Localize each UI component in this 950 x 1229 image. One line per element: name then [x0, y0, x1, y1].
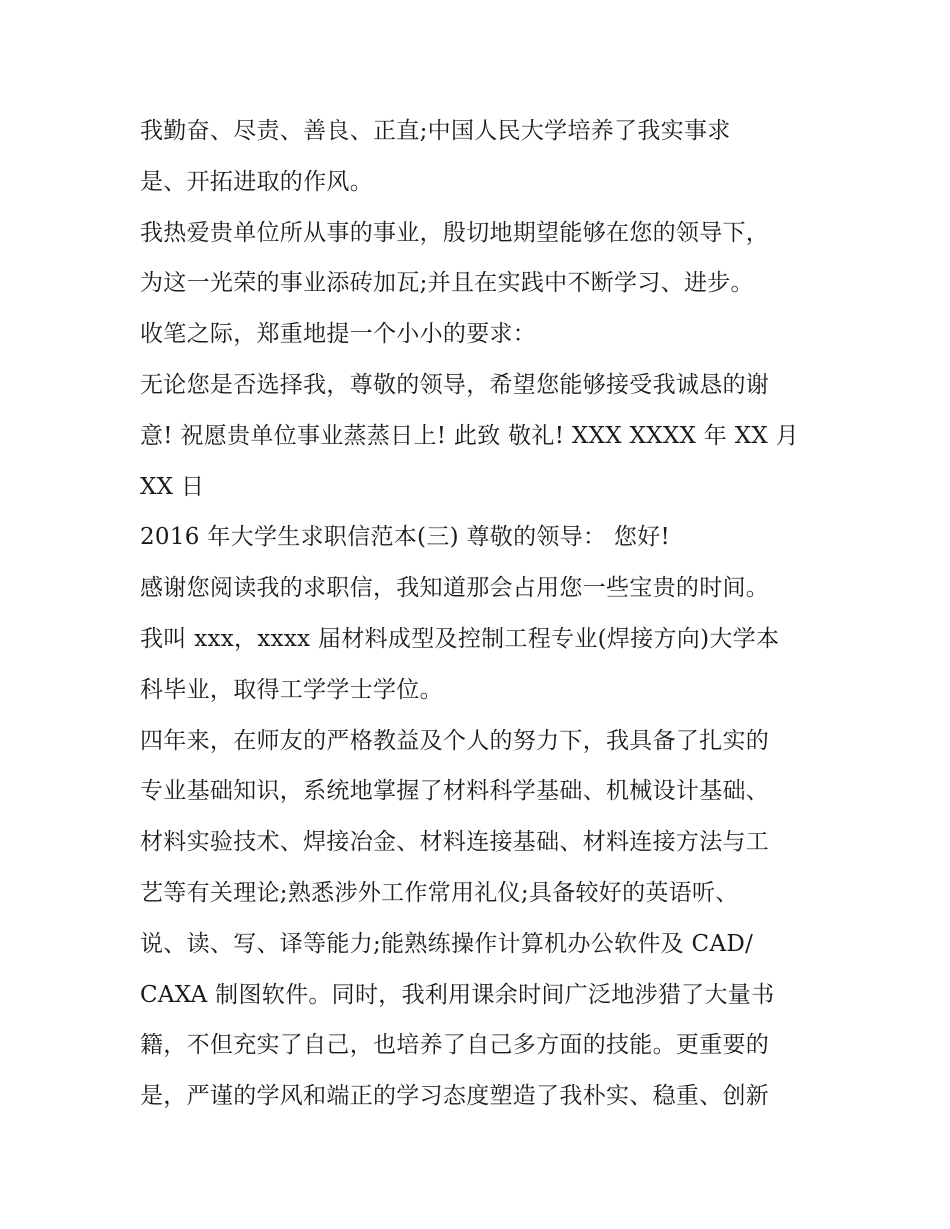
text-line: 专业基础知识，系统地掌握了材料科学基础、机械设计基础、 — [140, 778, 770, 805]
text-line: CAXA 制图软件。同时，我利用课余时间广泛地涉猎了大量书 — [140, 981, 775, 1008]
text-line: 是、开拓进取的作风。 — [140, 168, 373, 195]
text-line: 科毕业，取得工学学士学位。 — [140, 676, 443, 703]
section-heading-line: 2016 年大学生求职信范本(三) 尊敬的领导： 您好! — [140, 524, 671, 551]
text-line: 感谢您阅读我的求职信，我知道那会占用您一些宝贵的时间。 — [140, 575, 770, 602]
text-line: 说、读、写、译等能力;能熟练操作计算机办公软件及 CAD/ — [140, 930, 754, 957]
letter-body — [140, 106, 830, 1122]
text-line: XX 日 — [140, 473, 205, 500]
text-line: 籍，不但充实了自己，也培养了自己多方面的技能。更重要的 — [140, 1032, 770, 1059]
text-line: 我热爱贵单位所从事的事业，殷切地期望能够在您的领导下， — [140, 219, 770, 246]
text-line: 艺等有关理论;熟悉涉外工作常用礼仪;具备较好的英语听、 — [140, 879, 739, 906]
text-line: 无论您是否选择我，尊敬的领导，希望您能够接受我诚恳的谢 — [140, 371, 770, 398]
text-line: 材料实验技术、焊接冶金、材料连接基础、材料连接方法与工 — [140, 829, 770, 856]
text-line: 四年来，在师友的严格教益及个人的努力下，我具备了扎实的 — [140, 727, 770, 754]
text-line: 我叫 xxx，xxxx 届材料成型及控制工程专业(焊接方向)大学本 — [140, 625, 780, 652]
text-line: 为这一光荣的事业添砖加瓦;并且在实践中不断学习、进步。 — [140, 270, 754, 297]
text-line: 是，严谨的学风和端正的学习态度塑造了我朴实、稳重、创新 — [140, 1083, 770, 1110]
text-line: 意! 祝愿贵单位事业蒸蒸日上! 此致 敬礼! XXX XXXX 年 XX 月 — [140, 422, 799, 449]
text-line: 收笔之际，郑重地提一个小小的要求： — [140, 321, 537, 348]
text-line: 我勤奋、尽责、善良、正直;中国人民大学培养了我实事求 — [140, 118, 731, 144]
